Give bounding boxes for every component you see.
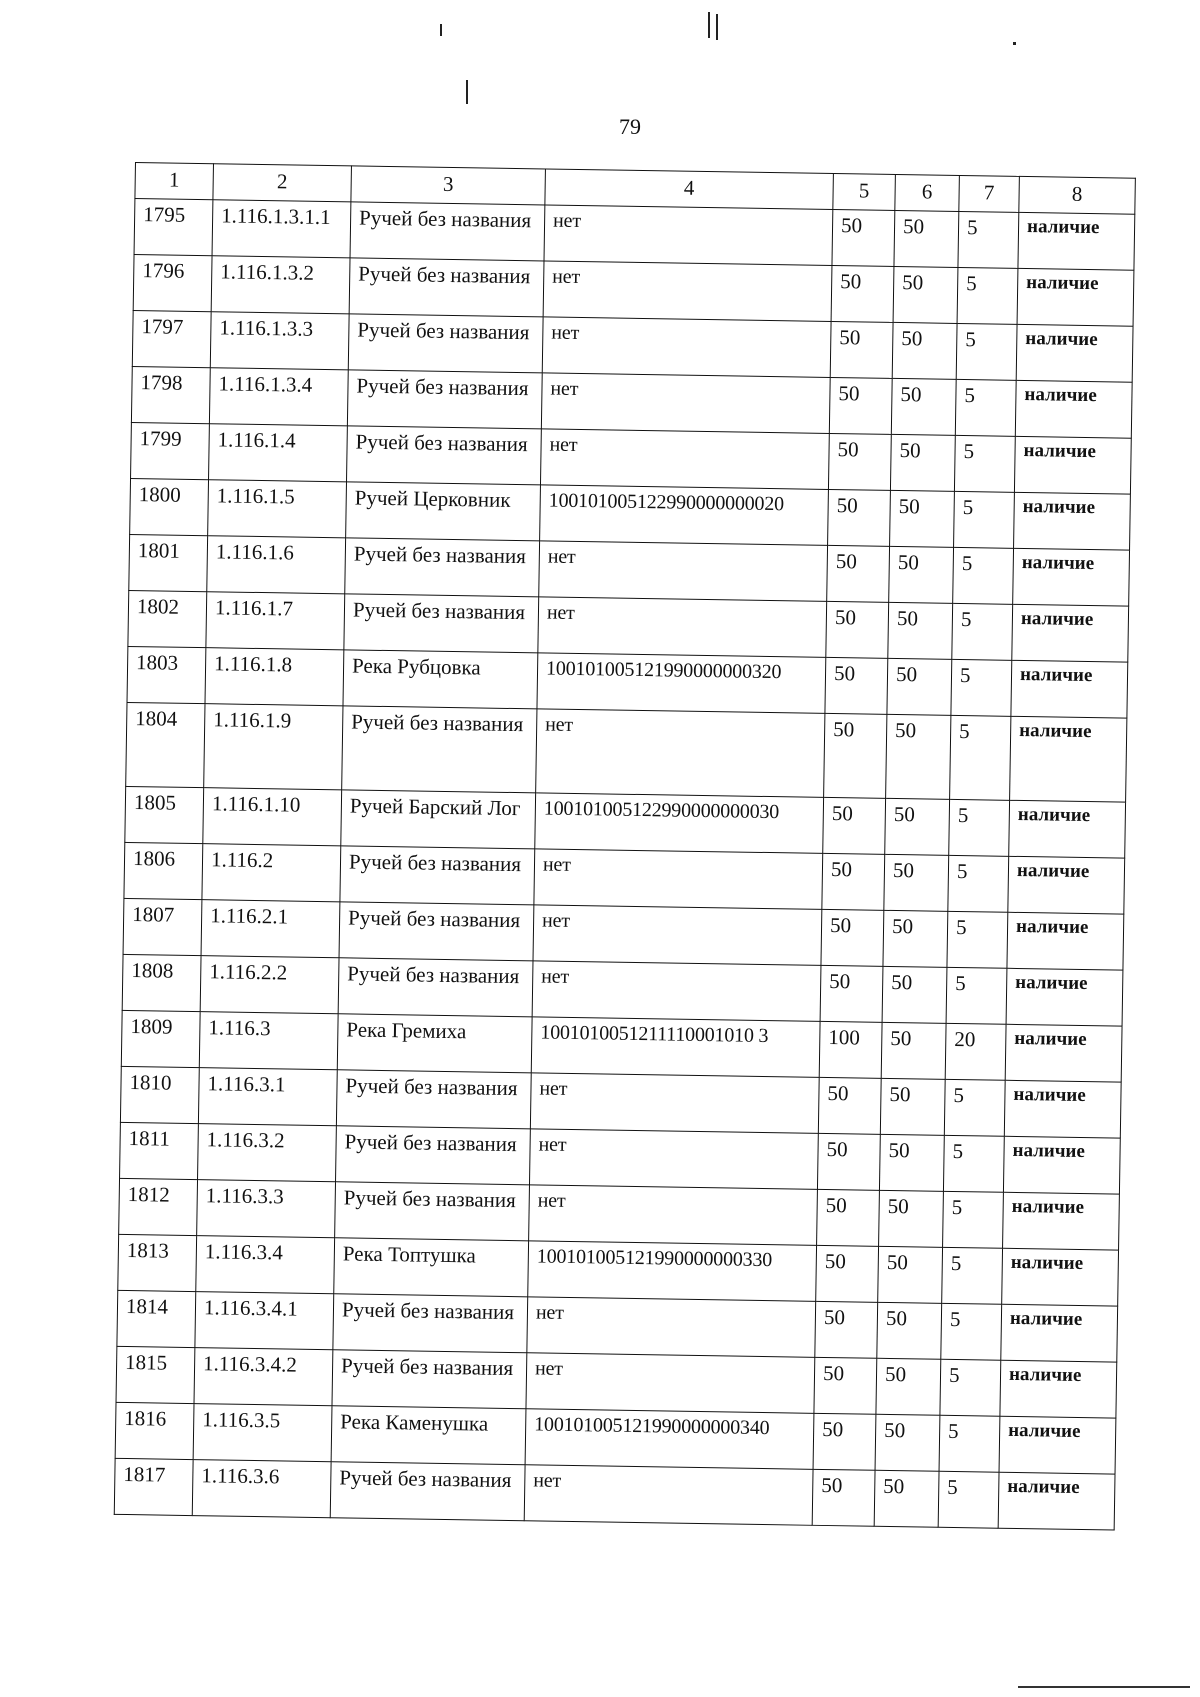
water-name-cell: Ручей без названия [335,1182,530,1241]
status-cell: наличие [1005,1024,1122,1082]
row-number-cell: 1810 [120,1066,199,1123]
column-6-cell: 50 [890,434,955,491]
water-code-cell: 1.116.1.10 [203,788,342,846]
registry-id-cell: нет [534,849,823,910]
column-5-cell: 50 [826,601,889,658]
column-5-cell: 50 [821,909,884,966]
row-number-cell: 1806 [124,842,203,899]
water-code-cell: 1.116.3.4.2 [194,1348,333,1406]
status-cell: наличие [1013,548,1130,606]
row-number-cell: 1808 [122,954,201,1011]
status-cell: наличие [1017,268,1134,326]
column-6-cell: 50 [889,546,954,603]
row-number-cell: 1817 [114,1458,193,1515]
column-7-cell: 5 [942,1247,1003,1304]
column-6-cell: 50 [878,1246,943,1303]
row-number-cell: 1800 [130,478,209,535]
column-5-cell: 50 [829,377,892,434]
column-header: 6 [895,174,960,211]
column-6-cell: 50 [885,798,950,855]
column-7-cell: 5 [949,799,1010,856]
water-code-cell: 1.116.3.3 [197,1180,336,1238]
water-name-cell: Река Топтушка [334,1238,529,1297]
column-7-cell: 5 [958,211,1019,268]
status-cell: наличие [1014,436,1131,494]
water-code-cell: 1.116.3.5 [193,1404,332,1462]
row-number-cell: 1812 [119,1178,198,1235]
registry-id-cell: нет [540,429,829,490]
registry-id-cell: 100101005122990000000020 [540,485,829,546]
registry-id-cell: нет [524,1465,813,1526]
scan-mark [440,24,442,36]
row-number-cell: 1805 [125,786,204,843]
water-code-cell: 1.116.1.8 [205,648,344,706]
column-6-cell: 50 [894,210,959,267]
water-name-cell: Ручей без названия [347,426,542,485]
status-cell: наличие [1003,1136,1120,1194]
column-6-cell: 50 [891,378,956,435]
registry-id-cell: нет [542,317,831,378]
column-6-cell: 50 [886,714,951,799]
column-6-cell: 50 [883,910,948,967]
column-6-cell: 50 [892,322,957,379]
column-6-cell: 50 [880,1078,945,1135]
row-number-cell: 1813 [118,1234,197,1291]
column-7-cell: 5 [943,1135,1004,1192]
status-cell: наличие [1006,968,1123,1026]
registry-table-wrap [114,162,1135,1531]
column-5-cell: 100 [819,1021,882,1078]
water-name-cell: Ручей без названия [348,314,543,373]
column-6-cell: 50 [879,1134,944,1191]
row-number-cell: 1799 [131,422,210,479]
status-cell: наличие [1016,324,1133,382]
row-number-cell: 1816 [115,1402,194,1459]
column-7-cell: 5 [941,1303,1002,1360]
column-7-cell: 5 [948,855,1009,912]
water-code-cell: 1.116.3.4.1 [195,1292,334,1350]
row-number-cell: 1814 [117,1290,196,1347]
water-name-cell: Ручей Барский Лог [341,790,536,849]
scan-mark [708,12,710,38]
water-name-cell: Ручей без названия [347,370,542,429]
status-cell: наличие [1007,912,1124,970]
column-7-cell: 5 [951,659,1012,716]
status-cell: наличие [1003,1192,1120,1250]
column-6-cell: 50 [882,966,947,1023]
water-code-cell: 1.116.2 [202,844,341,902]
column-header: 4 [545,169,834,210]
row-number-cell: 1811 [120,1122,199,1179]
table-row [126,702,1127,802]
registry-id-cell: нет [536,709,825,798]
water-name-cell: Ручей без названия [344,594,539,653]
column-6-cell: 50 [893,266,958,323]
column-5-cell: 50 [815,1301,878,1358]
column-5-cell: 50 [828,489,891,546]
registry-id-cell: нет [544,205,833,266]
registry-id-cell: нет [533,905,822,966]
column-7-cell: 5 [944,1079,1005,1136]
registry-id-cell: 1001010051211110001010 3 [531,1017,820,1078]
column-5-cell: 50 [813,1413,876,1470]
water-code-cell: 1.116.1.9 [204,704,343,790]
registry-id-cell: нет [526,1353,815,1414]
column-7-cell: 5 [954,491,1015,548]
column-7-cell: 5 [946,967,1007,1024]
water-code-cell: 1.116.3.6 [192,1460,331,1518]
row-number-cell: 1809 [121,1010,200,1067]
row-number-cell: 1801 [129,534,208,591]
column-7-cell: 5 [947,911,1008,968]
water-name-cell: Ручей без названия [350,202,545,261]
water-name-cell: Ручей без названия [336,1126,531,1185]
registry-id-cell: нет [529,1129,818,1190]
water-code-cell: 1.116.3.1 [198,1068,337,1126]
column-6-cell: 50 [875,1414,940,1471]
registry-id-cell: нет [543,261,832,322]
status-cell: наличие [1009,800,1126,858]
registry-id-cell: нет [541,373,830,434]
water-name-cell: Ручей без названия [330,1462,525,1521]
column-header: 8 [1019,176,1136,214]
scan-mark [716,14,718,40]
column-5-cell: 50 [817,1133,880,1190]
row-number-cell: 1796 [133,254,212,311]
water-name-cell: Ручей без названия [339,902,534,961]
column-6-cell: 50 [876,1358,941,1415]
column-7-cell: 5 [940,1359,1001,1416]
column-5-cell: 50 [825,657,888,714]
water-code-cell: 1.116.2.1 [201,900,340,958]
column-7-cell: 5 [938,1471,999,1528]
water-code-cell: 1.116.1.4 [209,424,348,482]
column-5-cell: 50 [831,265,894,322]
column-7-cell: 5 [957,267,1018,324]
water-code-cell: 1.116.1.3.1.1 [212,200,351,258]
column-7-cell: 5 [954,435,1015,492]
column-6-cell: 50 [888,602,953,659]
column-header: 1 [135,163,214,200]
water-name-cell: Ручей без названия [338,958,533,1017]
water-code-cell: 1.116.1.3.4 [209,368,348,426]
column-6-cell: 50 [884,854,949,911]
column-6-cell: 50 [887,658,952,715]
water-code-cell: 1.116.1.3.3 [210,312,349,370]
column-header: 7 [959,175,1020,212]
column-header: 5 [833,173,896,210]
status-cell: наличие [1011,660,1128,718]
water-name-cell: Река Каменушка [331,1406,526,1465]
column-7-cell: 5 [952,603,1013,660]
column-7-cell: 5 [956,323,1017,380]
column-5-cell: 50 [816,1245,879,1302]
water-name-cell: Река Гремиха [337,1014,532,1073]
column-6-cell: 50 [890,490,955,547]
registry-id-cell: нет [530,1073,819,1134]
column-6-cell: 50 [881,1022,946,1079]
status-cell: наличие [1015,380,1132,438]
status-cell: наличие [1014,492,1131,550]
registry-table [114,162,1136,1531]
water-name-cell: Ручей без названия [332,1350,527,1409]
status-cell: наличие [1008,856,1125,914]
row-number-cell: 1798 [131,366,210,423]
row-number-cell: 1807 [123,898,202,955]
water-code-cell: 1.116.1.3.2 [211,256,350,314]
status-cell: наличие [1004,1080,1121,1138]
column-header: 3 [351,166,546,205]
column-7-cell: 5 [939,1415,1000,1472]
column-7-cell: 5 [953,547,1014,604]
water-code-cell: 1.116.3 [199,1012,338,1070]
status-cell: наличие [1018,212,1135,270]
registry-id-cell: нет [538,597,827,658]
registry-id-cell: 100101005121990000000330 [528,1241,817,1302]
column-5-cell: 50 [830,321,893,378]
footer-rule [1018,1686,1190,1688]
row-number-cell: 1815 [116,1346,195,1403]
water-name-cell: Ручей без названия [349,258,544,317]
water-code-cell: 1.116.3.4 [196,1236,335,1294]
column-5-cell: 50 [812,1469,875,1526]
status-cell: наличие [999,1416,1116,1474]
water-code-cell: 1.116.2.2 [200,956,339,1014]
column-7-cell: 5 [943,1191,1004,1248]
scan-mark [466,80,468,104]
column-7-cell: 5 [950,715,1011,800]
column-6-cell: 50 [874,1470,939,1527]
column-5-cell: 50 [817,1189,880,1246]
water-code-cell: 1.116.3.2 [198,1124,337,1182]
status-cell: наличие [1000,1360,1117,1418]
table-body [114,199,1135,1531]
water-name-cell: Ручей без названия [333,1294,528,1353]
registry-id-cell: нет [529,1185,818,1246]
column-5-cell: 50 [823,797,886,854]
column-5-cell: 50 [832,209,895,266]
column-5-cell: 50 [822,853,885,910]
registry-id-cell: 100101005122990000000030 [535,793,824,854]
water-name-cell: Ручей без названия [345,538,540,597]
column-7-cell: 5 [955,379,1016,436]
column-5-cell: 50 [828,433,891,490]
registry-id-cell: нет [532,961,821,1022]
status-cell: наличие [1012,604,1129,662]
water-name-cell: Ручей Церковник [346,482,541,541]
row-number-cell: 1804 [126,702,205,787]
column-5-cell: 50 [818,1077,881,1134]
status-cell: наличие [998,1472,1115,1530]
row-number-cell: 1797 [132,310,211,367]
status-cell: наличие [1002,1248,1119,1306]
registry-id-cell: нет [539,541,828,602]
status-cell: наличие [1001,1304,1118,1362]
page-number: 79 [619,114,641,139]
row-number-cell: 1802 [128,590,207,647]
status-cell: наличие [1010,716,1127,802]
column-5-cell: 50 [820,965,883,1022]
water-code-cell: 1.116.1.7 [206,592,345,650]
column-6-cell: 50 [879,1190,944,1247]
water-code-cell: 1.116.1.6 [207,536,346,594]
scan-mark [1013,42,1016,45]
registry-id-cell: нет [527,1297,816,1358]
water-name-cell: Ручей без названия [342,706,537,793]
water-code-cell: 1.116.1.5 [208,480,347,538]
column-5-cell: 50 [814,1357,877,1414]
column-7-cell: 20 [945,1023,1006,1080]
column-header: 2 [213,164,352,202]
column-6-cell: 50 [877,1302,942,1359]
row-number-cell: 1803 [127,646,206,703]
column-5-cell: 50 [827,545,890,602]
registry-id-cell: 100101005121990000000320 [537,653,826,714]
water-name-cell: Ручей без названия [336,1070,531,1129]
registry-id-cell: 100101005121990000000340 [525,1409,814,1470]
row-number-cell: 1795 [134,199,213,256]
column-5-cell: 50 [824,713,887,798]
water-name-cell: Ручей без названия [340,846,535,905]
water-name-cell: Река Рубцовка [343,650,538,709]
